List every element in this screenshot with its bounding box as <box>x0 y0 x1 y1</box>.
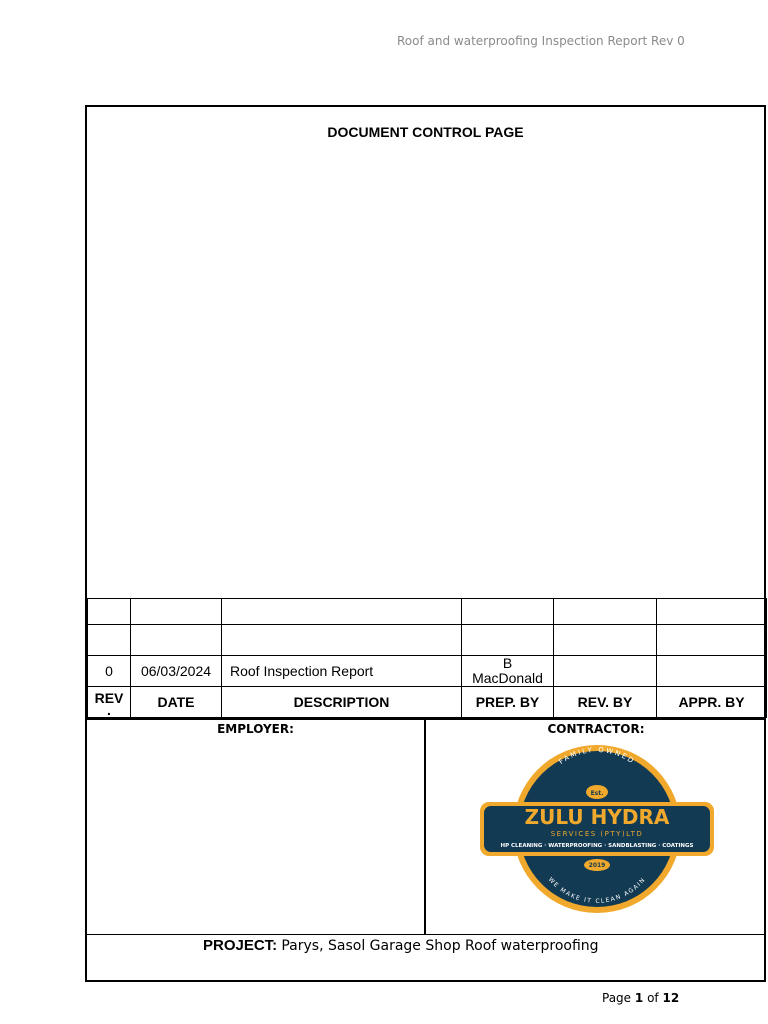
zulu-hydra-logo <box>474 740 720 918</box>
table-row <box>88 656 767 687</box>
appr-by-cell <box>657 599 767 625</box>
logo-top-text: FAMILY OWNED <box>557 745 637 767</box>
prep-by-cell <box>462 599 554 625</box>
rev-by-cell <box>554 599 657 625</box>
logo-est: Est. <box>590 790 604 797</box>
contractor-panel <box>426 720 766 934</box>
prep-by-surname: MacDonald <box>472 670 543 686</box>
employer-panel <box>87 720 426 934</box>
table-header-row <box>88 687 767 718</box>
appr-by-cell <box>657 625 767 656</box>
appr-by-column-header: APPR. BY <box>657 687 767 718</box>
revision-table <box>87 598 767 718</box>
appr-by-cell <box>657 656 767 687</box>
project-section <box>87 935 766 982</box>
table-row <box>88 599 767 625</box>
page-word: Page <box>602 991 632 1005</box>
rev-cell <box>88 625 131 656</box>
rev-column-header: REV . <box>88 687 131 718</box>
logo-name: ZULU HYDRA <box>524 805 670 829</box>
prep-by-initial: B <box>502 655 513 671</box>
description-cell <box>222 625 462 656</box>
prep-by-column-header: PREP. BY <box>462 687 554 718</box>
parties-section <box>87 718 766 935</box>
description-column-header: DESCRIPTION <box>222 687 462 718</box>
page-footer <box>602 991 679 1005</box>
contractor-label: CONTRACTOR: <box>547 722 645 736</box>
date-cell <box>131 599 222 625</box>
date-column-header: DATE <box>131 687 222 718</box>
rev-by-column-header: REV. BY <box>554 687 657 718</box>
table-row <box>88 625 767 656</box>
page-current: 1 <box>634 991 644 1005</box>
rev-cell: 0 <box>88 656 131 687</box>
logo-services: HP CLEANING · WATERPROOFING · SANDBLASTING · COATINGS <box>500 843 694 849</box>
logo-bottom-text: WE MAKE IT CLEAN AGAIN <box>546 876 648 905</box>
project-line <box>203 937 599 954</box>
employer-label: EMPLOYER: <box>217 722 294 736</box>
page-total: 12 <box>662 991 680 1005</box>
rev-cell <box>88 599 131 625</box>
date-cell <box>131 625 222 656</box>
description-cell: Roof Inspection Report <box>222 656 462 687</box>
running-header: Roof and waterproofing Inspection Report Rev 0 <box>397 34 685 48</box>
prep-by-cell <box>462 656 554 687</box>
project-value: Parys, Sasol Garage Shop Roof waterproofing <box>281 938 599 954</box>
logo-sub: SERVICES (PTY)LTD <box>550 830 644 838</box>
page-title: DOCUMENT CONTROL PAGE <box>327 124 524 140</box>
project-label: PROJECT: <box>203 937 278 954</box>
document-control-frame <box>85 105 766 982</box>
date-cell: 06/03/2024 <box>131 656 222 687</box>
rev-by-cell <box>554 625 657 656</box>
rev-by-cell <box>554 656 657 687</box>
description-cell <box>222 599 462 625</box>
logo-year: 2019 <box>588 862 606 869</box>
of-word: of <box>647 991 659 1005</box>
prep-by-cell <box>462 625 554 656</box>
